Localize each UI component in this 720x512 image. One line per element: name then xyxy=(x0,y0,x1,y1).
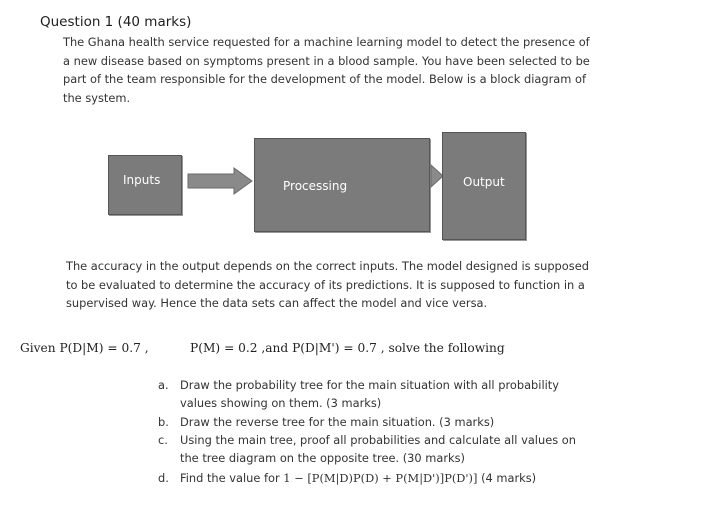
task-d-prefix: Find the value for xyxy=(180,471,284,485)
inputs-block xyxy=(108,155,182,215)
inputs-label: Inputs xyxy=(123,173,161,187)
task-d-suffix: (4 marks) xyxy=(477,471,537,485)
task-b-text: Draw the reverse tree for the main situation. (3 marks) xyxy=(180,415,495,429)
given-values-part2: P(M) = 0.2 ,and P(D|M') = 0.7 , solve the following xyxy=(190,341,505,355)
question-intro: The Ghana health service requested for a machine learning model to detect the presence of a new disease based on symptoms present in a blood sample. You have been selected to be part of the team responsible for the development of the model. Below is a block diagram of the system. xyxy=(63,35,590,105)
accuracy-paragraph: The accuracy in the output depends on the correct inputs. The model designed is supposed to be evaluated to determine the accuracy of its predictions. It is supposed to function in a supervised way. Hence the data sets can affect the model and vice versa. xyxy=(66,259,589,310)
task-c-text: Using the main tree, proof all probabilities and calculate all values on the tree diagram on the opposite tree. (30 marks) xyxy=(180,433,576,465)
task-a-text: Draw the probability tree for the main situation with all probability values showing on them. (3 marks) xyxy=(180,378,559,410)
output-block xyxy=(442,132,526,240)
given-values-part1: Given P(D|M) = 0.7 , xyxy=(20,341,149,355)
task-c-letter: c. xyxy=(158,433,168,447)
task-d-text xyxy=(180,469,590,487)
output-label: Output xyxy=(463,175,505,189)
processing-block xyxy=(254,138,430,232)
task-d-letter: d. xyxy=(158,471,169,485)
question-title: Question 1 (40 marks) xyxy=(40,14,192,30)
arrow-inputs-to-processing xyxy=(186,166,254,196)
task-d-formula: 1 − [P(M|D)P(D) + P(M|D')]P(D')] xyxy=(283,471,478,485)
processing-label: Processing xyxy=(283,179,348,193)
task-b-letter: b. xyxy=(158,415,169,429)
task-a-letter: a. xyxy=(158,378,169,392)
